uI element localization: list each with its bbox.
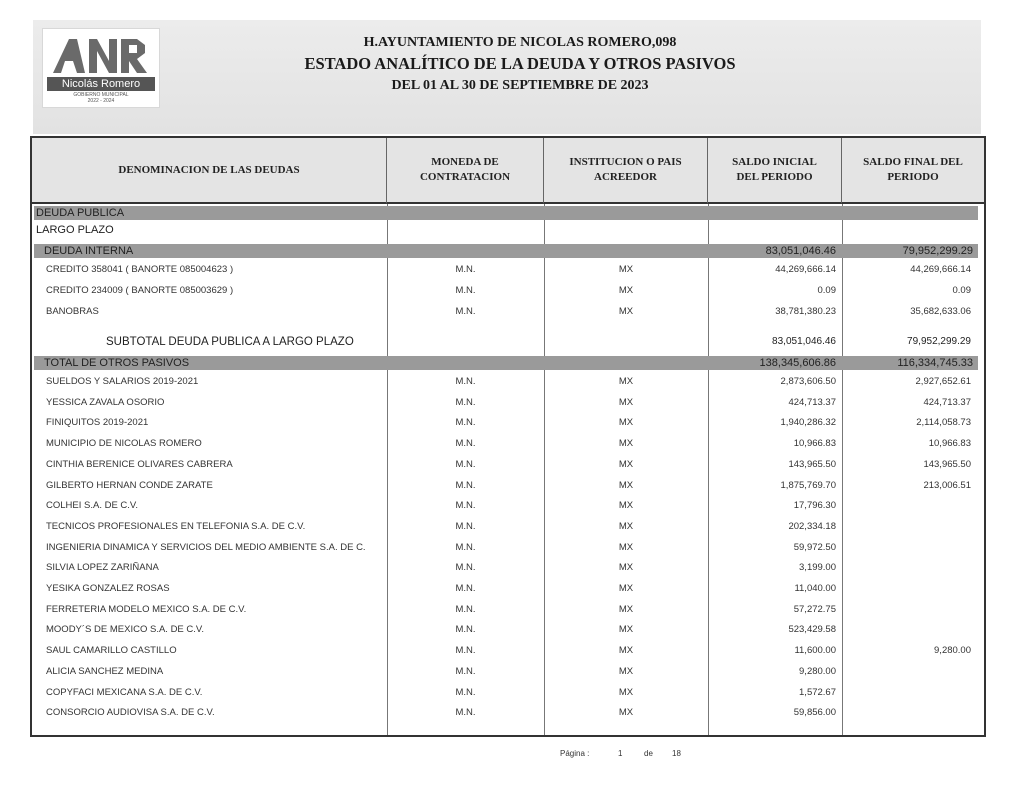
row-saldo-inicial: 523,429.58 (788, 624, 836, 636)
largo-plazo-label: LARGO PLAZO (36, 224, 114, 236)
table-row (32, 600, 984, 620)
subtotal-label: SUBTOTAL DEUDA PUBLICA A LARGO PLAZO (106, 336, 354, 348)
row-moneda: M.N. (455, 438, 476, 450)
row-institucion: MX (618, 376, 634, 387)
row-saldo-inicial: 1,875,769.70 (780, 479, 836, 491)
row-saldo-inicial: 38,781,380.23 (775, 306, 836, 317)
row-moneda: M.N. (455, 376, 476, 387)
row-saldo-inicial: 11,600.00 (794, 645, 836, 657)
table-row (32, 260, 984, 280)
row-institucion: MX (618, 396, 634, 408)
report-titles (240, 33, 800, 97)
row-institucion: MX (618, 583, 634, 594)
row-saldo-final: 213,006.51 (923, 479, 971, 491)
table-row (32, 496, 984, 516)
col-header-saldo-final-label: SALDO FINAL DEL PERIODO (863, 156, 963, 183)
row-saldo-final: 10,966.83 (928, 438, 971, 450)
table-row (32, 579, 984, 599)
row-institucion: MX (618, 285, 634, 296)
row-institucion: MX (618, 417, 634, 429)
row-moneda: M.N. (455, 458, 476, 470)
row-name: GILBERTO HERNAN CONDE ZARATE (46, 479, 213, 491)
row-saldo-final: 9,280.00 (934, 645, 971, 657)
page-total: 18 (672, 749, 681, 758)
col-header-saldo-inicial (708, 138, 842, 204)
row-saldo-inicial: 11,040.00 (794, 583, 836, 594)
row-name: CREDITO 358041 ( BANORTE 085004623 ) (46, 264, 234, 275)
deuda-publica-label: DEUDA PUBLICA (36, 207, 125, 219)
row-moneda: M.N. (455, 306, 476, 317)
row-saldo-final: 2,114,058.73 (916, 417, 971, 429)
row-institucion: MX (618, 624, 634, 636)
anr-logo-icon (49, 35, 153, 75)
row-saldo-final: 0.09 (952, 285, 971, 296)
row-name: CINTHIA BERENICE OLIVARES CABRERA (46, 458, 233, 470)
table-row (32, 455, 984, 475)
row-moneda: M.N. (455, 285, 476, 296)
row-moneda: M.N. (455, 583, 476, 594)
row-saldo-final: 44,269,666.14 (910, 264, 971, 275)
row-name: FINIQUITOS 2019-2021 (46, 417, 149, 429)
row-name: SAUL CAMARILLO CASTILLO (46, 645, 177, 657)
row-saldo-inicial: 3,199.00 (799, 562, 836, 574)
municipal-logo (42, 28, 160, 108)
row-moneda: M.N. (455, 520, 476, 532)
deuda-interna-inicial: 83,051,046.46 (765, 245, 836, 257)
otros-pasivos-final: 116,334,745.33 (897, 357, 973, 369)
row-saldo-inicial: 17,796.30 (793, 500, 836, 512)
row-institucion: MX (618, 707, 634, 719)
row-name: BANOBRAS (46, 306, 99, 317)
row-institucion: MX (618, 264, 634, 275)
col-header-moneda-label: MONEDA DE CONTRATACION (419, 156, 511, 183)
table-row (32, 538, 984, 558)
row-moneda: M.N. (455, 562, 476, 574)
logo-years: 2022 - 2024 (87, 98, 115, 104)
deuda-interna-band (34, 244, 978, 258)
col-header-denominacion: DENOMINACION DE LAS DEUDAS (32, 138, 387, 204)
row-moneda: M.N. (455, 479, 476, 491)
row-saldo-inicial: 9,280.00 (799, 665, 836, 677)
table-row (32, 413, 984, 433)
table-row (32, 434, 984, 454)
row-saldo-inicial: 57,272.75 (793, 603, 836, 615)
row-institucion: MX (618, 665, 634, 677)
table-row (32, 683, 984, 703)
row-name: YESSICA ZAVALA OSORIO (46, 396, 165, 408)
otros-pasivos-band (34, 356, 978, 370)
row-saldo-inicial: 0.09 (817, 285, 836, 296)
row-name: CREDITO 234009 ( BANORTE 085003629 ) (46, 285, 234, 296)
row-saldo-inicial: 44,269,666.14 (775, 264, 836, 275)
table-row (32, 372, 984, 392)
row-institucion: MX (618, 438, 634, 450)
subtotal-final: 79,952,299.29 (907, 336, 971, 347)
row-moneda: M.N. (455, 645, 476, 657)
page-label: Página : (560, 749, 590, 758)
subtotal-inicial: 83,051,046.46 (772, 336, 836, 347)
table-row (32, 517, 984, 537)
row-saldo-inicial: 2,873,606.50 (780, 376, 836, 387)
table-row (32, 558, 984, 578)
subtotal-row (32, 332, 984, 352)
table-row (32, 281, 984, 301)
row-moneda: M.N. (455, 264, 476, 275)
table-row (32, 662, 984, 682)
row-moneda: M.N. (455, 707, 476, 719)
row-institucion: MX (618, 562, 634, 574)
row-saldo-inicial: 202,334.18 (788, 520, 836, 532)
row-name: FERRETERIA MODELO MEXICO S.A. DE C.V. (46, 603, 247, 615)
row-name: CONSORCIO AUDIOVISA S.A. DE C.V. (46, 707, 215, 719)
row-institucion: MX (618, 686, 634, 698)
row-name: SILVIA LOPEZ ZARIÑANA (46, 562, 159, 574)
otros-pasivos-inicial: 138,345,606.86 (759, 357, 836, 369)
row-name: MUNICIPIO DE NICOLAS ROMERO (46, 438, 202, 450)
period-title: DEL 01 AL 30 DE SEPTIEMBRE DE 2023 (391, 78, 649, 93)
row-saldo-final: 424,713.37 (923, 396, 971, 408)
row-name: MOODY´S DE MEXICO S.A. DE C.V. (46, 624, 205, 636)
row-saldo-inicial: 59,856.00 (793, 707, 836, 719)
row-name: ALICIA SANCHEZ MEDINA (46, 665, 164, 677)
row-institucion: MX (618, 520, 634, 532)
row-institucion: MX (618, 541, 634, 553)
row-saldo-final: 143,965.50 (923, 458, 971, 470)
otros-pasivos-label: TOTAL DE OTROS PASIVOS (44, 357, 190, 369)
table-row (32, 302, 984, 322)
deuda-publica-band (34, 206, 978, 220)
row-name: TECNICOS PROFESIONALES EN TELEFONIA S.A. DE C.V. (46, 520, 306, 532)
row-moneda: M.N. (455, 686, 476, 698)
row-moneda: M.N. (455, 603, 476, 615)
table-row (32, 393, 984, 413)
logo-name: Nicolás Romero (47, 77, 155, 91)
table-row (32, 476, 984, 496)
row-institucion: MX (618, 306, 634, 317)
col-header-saldo-inicial-label: SALDO INICIAL DEL PERIODO (732, 156, 817, 183)
deuda-interna-final: 79,952,299.29 (902, 245, 973, 257)
row-institucion: MX (618, 500, 634, 512)
col-header-institucion-label: INSTITUCION O PAIS ACREEDOR (569, 156, 682, 183)
row-name: INGENIERIA DINAMICA Y SERVICIOS DEL MEDIO AMBIENTE S.A. DE C. (46, 541, 366, 553)
row-moneda: M.N. (455, 417, 476, 429)
page-number: 1 (618, 749, 623, 758)
row-moneda: M.N. (455, 624, 476, 636)
col-header-institucion (544, 138, 708, 204)
row-saldo-inicial: 10,966.83 (793, 438, 836, 450)
row-saldo-inicial: 1,940,286.32 (780, 417, 836, 429)
logo-subtitle: GOBIERNO MUNICIPAL (73, 92, 129, 98)
row-name: COPYFACI MEXICANA S.A. DE C.V. (46, 686, 203, 698)
row-institucion: MX (618, 458, 634, 470)
row-saldo-inicial: 424,713.37 (788, 396, 836, 408)
row-saldo-inicial: 143,965.50 (788, 458, 836, 470)
page-of: de (644, 749, 653, 758)
row-institucion: MX (618, 479, 634, 491)
row-moneda: M.N. (455, 500, 476, 512)
row-name: SUELDOS Y SALARIOS 2019-2021 (46, 376, 199, 387)
row-saldo-final: 35,682,633.06 (910, 306, 971, 317)
row-moneda: M.N. (455, 396, 476, 408)
row-saldo-final: 2,927,652.61 (915, 376, 971, 387)
row-institucion: MX (618, 603, 634, 615)
row-saldo-inicial: 1,572.67 (799, 686, 836, 698)
table-row (32, 641, 984, 661)
row-institucion: MX (618, 645, 634, 657)
table-row (32, 703, 984, 723)
row-moneda: M.N. (455, 541, 476, 553)
row-name: COLHEI S.A. DE C.V. (46, 500, 139, 512)
deuda-interna-label: DEUDA INTERNA (44, 245, 134, 257)
row-moneda: M.N. (455, 665, 476, 677)
table-row (32, 620, 984, 640)
col-header-saldo-final (842, 138, 984, 204)
row-name: YESIKA GONZALEZ ROSAS (46, 583, 170, 594)
col-header-moneda (387, 138, 544, 204)
report-title: ESTADO ANALÍTICO DE LA DEUDA Y OTROS PASIVOS (304, 54, 736, 73)
row-saldo-inicial: 59,972.50 (793, 541, 836, 553)
debt-table (30, 136, 986, 737)
entity-title: H.AYUNTAMIENTO DE NICOLAS ROMERO,098 (363, 35, 677, 50)
